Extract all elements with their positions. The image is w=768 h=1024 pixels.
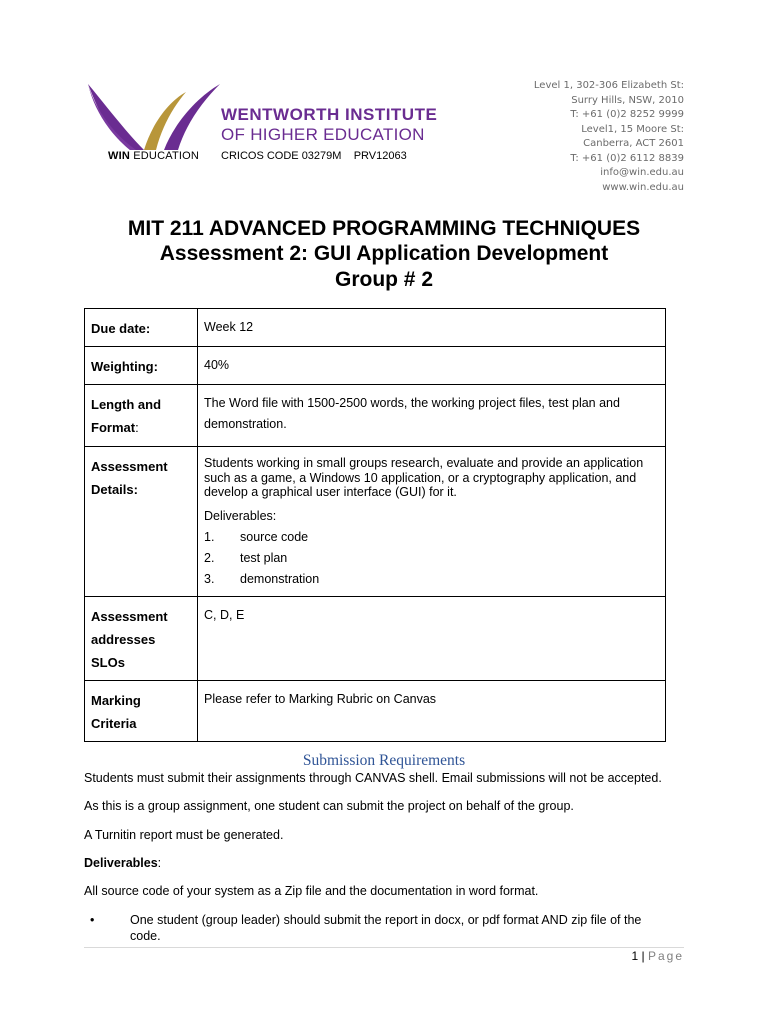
course-title: MIT 211 ADVANCED PROGRAMMING TECHNIQUES: [127, 217, 641, 240]
bullet-text: One student (group leader) should submit the report in docx, or pdf format AND zip file of the code.: [130, 913, 642, 943]
marking-criteria-label: Marking Criteria: [85, 680, 198, 741]
footer-divider: [84, 947, 684, 948]
address-block: [534, 79, 684, 195]
table-row: [85, 347, 666, 385]
weighting-label: Weighting:: [85, 347, 198, 385]
address-line: Level1, 15 Moore St:: [581, 123, 684, 135]
table-row: [85, 596, 666, 680]
deliverables-title: Deliverables:: [204, 508, 277, 523]
address-line: Surry Hills, NSW, 2010: [571, 94, 684, 106]
submission-paragraph: Students must submit their assignments through CANVAS shell. Email submissions will not be accepted.: [84, 771, 662, 785]
institute-name-line2: OF HIGHER EDUCATION: [221, 125, 425, 144]
due-date-value: Week 12: [198, 309, 666, 347]
address-line: Level 1, 302-306 Elizabeth St:: [533, 80, 684, 91]
address-line: Canberra, ACT 2601: [583, 138, 684, 149]
website-link[interactable]: www.win.edu.au: [602, 181, 684, 193]
logo-tagline: WIN EDUCATION: [108, 150, 200, 162]
submission-paragraph: All source code of your system as a Zip file and the documentation in word format.: [84, 884, 539, 898]
table-row: [85, 309, 666, 347]
win-logo-icon: [86, 84, 221, 150]
list-item: 3. demonstration: [204, 571, 320, 586]
due-date-label: Due date:: [85, 309, 198, 347]
submission-heading: Submission Requirements: [302, 752, 466, 769]
institute-name-line1: WENTWORTH INSTITUTE: [221, 105, 438, 124]
assessment-details-label: Assessment Details:: [85, 447, 198, 597]
institute-logo: [86, 84, 438, 166]
page-footer: [631, 949, 684, 963]
slos-label: Assessment addresses SLOs: [85, 596, 198, 680]
list-item: 1. source code: [204, 529, 309, 544]
table-row: [85, 385, 666, 447]
assessment-details-value: [198, 447, 666, 597]
group-title: Group # 2: [334, 268, 434, 291]
page-label: Page: [647, 949, 684, 963]
page-number: 1: [631, 949, 639, 963]
assessment-title: Assessment 2: GUI Application Development: [159, 242, 609, 265]
bullet-icon: •: [90, 913, 95, 927]
length-format-label: Length and Format:: [85, 385, 198, 447]
details-description: Students working in small groups research, evaluate and provide an application such as a game, a Windows 10 application, or a cryptography application, and develop a graphical user interface (GUI) for it.: [204, 456, 644, 499]
marking-criteria-value: Please refer to Marking Rubric on Canvas: [198, 680, 666, 741]
table-row: [85, 447, 666, 597]
submission-paragraph: As this is a group assignment, one student can submit the project on behalf of the group.: [84, 799, 574, 813]
assessment-info-table: [84, 308, 666, 742]
address-line: T: +61 (0)2 6112 8839: [570, 152, 684, 164]
page-separator: |: [641, 949, 645, 963]
cricos-code: CRICOS CODE 03279M PRV12063: [221, 150, 407, 162]
address-line: T: +61 (0)2 8252 9999: [570, 109, 684, 120]
slos-value: C, D, E: [198, 596, 666, 680]
table-row: [85, 680, 666, 741]
list-item: 2. test plan: [204, 550, 288, 565]
deliverables-heading: Deliverables:: [84, 856, 162, 870]
email-link[interactable]: info@win.edu.au: [600, 167, 684, 178]
submission-paragraph: A Turnitin report must be generated.: [84, 828, 284, 842]
length-format-value: The Word file with 1500-2500 words, the working project files, test plan and demonstration.: [198, 385, 666, 447]
weighting-value: 40%: [198, 347, 666, 385]
